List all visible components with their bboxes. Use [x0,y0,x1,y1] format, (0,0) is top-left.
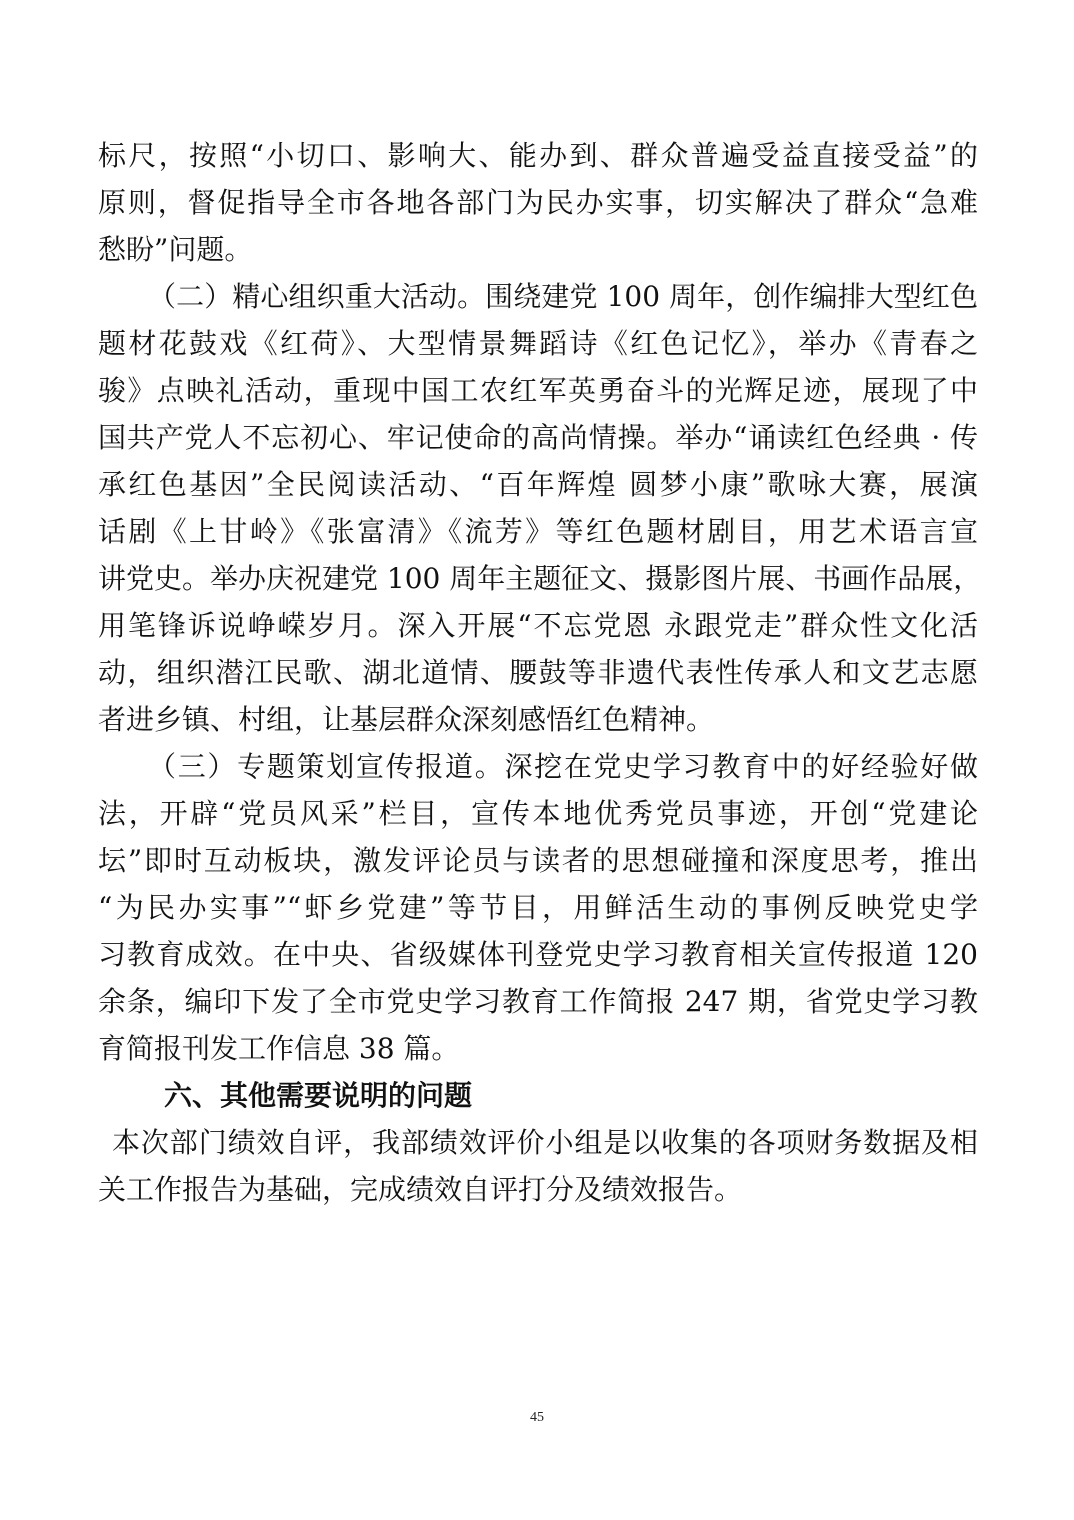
p2-line-9: 动，组织潜江民歌、湖北道情、腰鼓等非遗代表性传承人和文艺志愿 [98,656,978,689]
p3-line-5: 习教育成效。在中央、省级媒体刊登党史学习教育相关宣传报道 120 [98,938,978,971]
p2-line-4: 国共产党人不忘初心、牢记使命的高尚情操。举办“诵读红色经典 · 传 [98,421,978,454]
p2-line-5: 承红色基因”全民阅读活动、“百年辉煌 圆梦小康”歌咏大赛，展演 [98,468,978,501]
section-heading: 六、其他需要说明的问题 [164,1079,473,1112]
p3-line-2: 法，开辟“党员风采”栏目，宣传本地优秀党员事迹，开创“党建论 [98,797,978,830]
p1-line-3: 愁盼”问题。 [98,233,253,266]
p2-line-7: 讲党史。举办庆祝建党 100 周年主题征文、摄影图片展、书画作品展， [98,562,982,595]
p1-line-2: 原则，督促指导全市各地各部门为民办实事，切实解决了群众“急难 [98,186,978,219]
p2-line-3: 骏》点映礼活动，重现中国工农红军英勇奋斗的光辉足迹，展现了中 [98,374,978,407]
p2-line-6: 话剧《上甘岭》《张富清》《流芳》等红色题材剧目，用艺术语言宣 [98,515,978,548]
p3-line-1: （三）专题策划宣传报道。深挖在党史学习教育中的好经验好做 [148,750,978,783]
p1-line-1: 标尺，按照“小切口、影响大、能办到、群众普遍受益直接受益”的 [98,139,978,172]
p2-line-2: 题材花鼓戏《红荷》、大型情景舞蹈诗《红色记忆》，举办《青春之 [98,327,978,360]
p3-line-7: 育简报刊发工作信息 38 篇。 [98,1032,460,1065]
p4-line-2: 关工作报告为基础，完成绩效自评打分及绩效报告。 [98,1173,743,1206]
page-number: 45 [530,1410,544,1425]
p3-line-6: 余条，编印下发了全市党史学习教育工作简报 247 期，省党史学习教 [98,985,978,1018]
p2-line-1: （二）精心组织重大活动。围绕建党 100 周年，创作编排大型红色 [148,280,978,313]
p3-line-4: “为民办实事”“虾乡党建”等节目，用鲜活生动的事例反映党史学 [98,891,978,924]
p4-line-1: 本次部门绩效自评，我部绩效评价小组是以收集的各项财务数据及相 [112,1126,978,1159]
p3-line-3: 坛”即时互动板块，激发评论员与读者的思想碰撞和深度思考，推出 [98,844,978,877]
p2-line-8: 用笔锋诉说峥嵘岁月。深入开展“不忘党恩 永跟党走”群众性文化活 [98,609,978,642]
p2-line-10: 者进乡镇、村组，让基层群众深刻感悟红色精神。 [98,703,715,736]
